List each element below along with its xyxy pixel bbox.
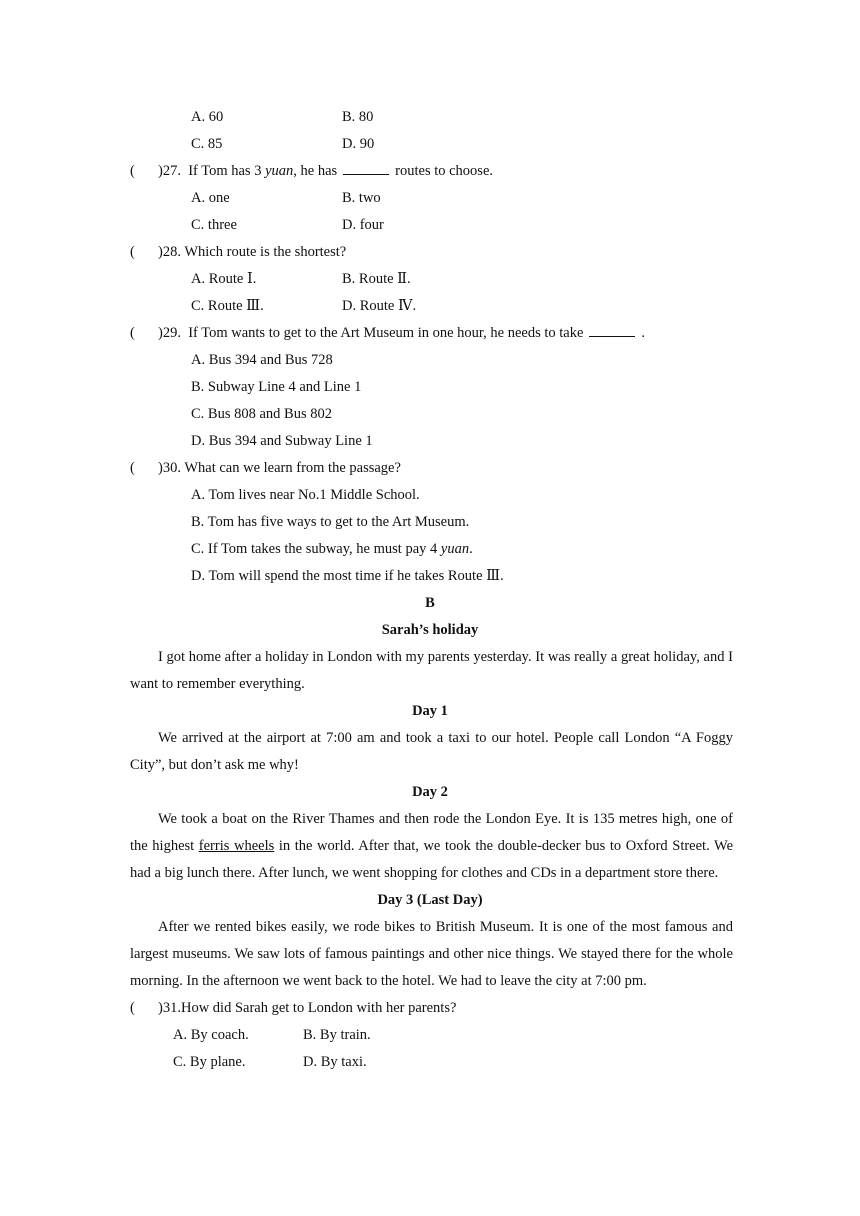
q29-option-d-row (0, 428, 860, 455)
question-30-text (158, 455, 401, 482)
answer-paren: ( (130, 325, 135, 341)
q31-option-d: D. By taxi. (303, 1054, 367, 1070)
answer-paren: ( (130, 244, 135, 260)
exam-page (0, 104, 860, 1076)
paragraph-text: in the world. After that, we took the double-decker bus to Oxford Street. We had a big lunch there. After lunch, we went shopping for clothes and CDs in a department store there. (130, 838, 733, 881)
q26-option-c: C. 85 (191, 136, 223, 152)
question-29 (0, 320, 860, 347)
question-29-text (158, 320, 645, 347)
q27-option-c: C. three (191, 217, 237, 233)
question-31 (0, 995, 860, 1022)
question-28-text (158, 239, 346, 266)
question-28 (0, 239, 860, 266)
q26-option-b: B. 80 (342, 109, 374, 125)
question-text: How did Sarah get to London with her parents? (180, 1000, 457, 1016)
day-1-paragraph: We arrived at the airport at 7:00 am and took a taxi to our hotel. People call London “A Foggy City”, but don’t ask me why! (130, 730, 733, 773)
q29-option-a: A. Bus 394 and Bus 728 (191, 352, 333, 368)
q30-option-a: A. Tom lives near No.1 Middle School. (191, 487, 420, 503)
q31-options-row-2 (0, 1049, 860, 1076)
q31-option-c: C. By plane. (173, 1054, 246, 1070)
question-text: routes to choose. (395, 163, 494, 179)
option-italic: yuan (440, 541, 470, 557)
day-3-paragraph: After we rented bikes easily, we rode bikes to British Museum. It is one of the most famous and largest museums. We saw lots of famous paintings and other nice things. We stayed there for the whole morning. In the afternoon we went back to the hotel. We had to leave the city at 7:00 pm. (130, 919, 733, 989)
answer-blank[interactable] (343, 159, 389, 175)
q26-option-d: D. 90 (342, 136, 375, 152)
q27-option-a: A. one (191, 190, 230, 206)
q26-option-a: A. 60 (191, 109, 224, 125)
day-2-paragraph (130, 806, 733, 887)
passage-title: Sarah’s holiday (381, 622, 479, 638)
q28-option-b: B. Route Ⅱ. (342, 271, 411, 287)
question-30 (0, 455, 860, 482)
q30-option-a-row (0, 482, 860, 509)
answer-paren: ( (130, 163, 135, 179)
q30-option-b: B. Tom has five ways to get to the Art Museum. (191, 514, 470, 530)
question-text: If Tom wants to get to the Art Museum in one hour, he needs to take (188, 325, 584, 341)
q27-option-d: D. four (342, 217, 384, 233)
option-text: C. If Tom takes the subway, he must pay 4 (191, 541, 441, 557)
q27-option-b: B. two (342, 190, 381, 206)
day-1-heading: Day 1 (412, 703, 448, 719)
question-italic: yuan (265, 163, 294, 179)
q26-options-row-1 (0, 104, 860, 131)
q31-option-a: A. By coach. (173, 1027, 249, 1043)
q28-option-d: D. Route Ⅳ. (342, 298, 417, 314)
question-27 (0, 158, 860, 185)
question-number: )29. (158, 325, 181, 341)
q28-option-c: C. Route Ⅲ. (191, 298, 264, 314)
paragraph-text: We took a boat on the River Thames and then rode the London Eye. It is 135 metres high, one of the highest (130, 811, 733, 854)
question-number: )30. (158, 460, 181, 476)
q29-option-c: C. Bus 808 and Bus 802 (191, 406, 332, 422)
option-text: . (469, 541, 473, 557)
q27-options-row-1 (0, 185, 860, 212)
answer-paren: ( (130, 460, 135, 476)
q30-option-d: D. Tom will spend the most time if he takes Route Ⅲ. (191, 568, 504, 584)
question-text: Which route is the shortest? (184, 244, 347, 260)
underlined-term: ferris wheels (198, 838, 275, 854)
q30-option-d-row (0, 563, 860, 590)
question-text: If Tom has 3 (188, 163, 266, 179)
day-2-heading: Day 2 (412, 784, 448, 800)
answer-blank[interactable] (589, 321, 635, 337)
question-number: )28. (158, 244, 181, 260)
q30-option-c (191, 536, 473, 563)
q29-option-a-row (0, 347, 860, 374)
question-text: . (641, 325, 646, 341)
q29-option-d: D. Bus 394 and Subway Line 1 (191, 433, 373, 449)
q30-option-b-row (0, 509, 860, 536)
day-3-heading: Day 3 (Last Day) (377, 892, 483, 908)
section-label: B (425, 595, 435, 611)
q28-options-row-1 (0, 266, 860, 293)
q28-option-a: A. Route Ⅰ. (191, 271, 257, 287)
q29-option-b: B. Subway Line 4 and Line 1 (191, 379, 362, 395)
q31-options-row-1 (0, 1022, 860, 1049)
question-27-text (158, 158, 493, 185)
q29-option-b-row (0, 374, 860, 401)
question-number: )31. (158, 1000, 181, 1016)
q27-options-row-2 (0, 212, 860, 239)
answer-paren: ( (130, 1000, 135, 1016)
question-text: , he has (293, 163, 338, 179)
question-text: What can we learn from the passage? (184, 460, 401, 476)
q28-options-row-2 (0, 293, 860, 320)
q31-option-b: B. By train. (303, 1027, 371, 1043)
q30-option-c-row (0, 536, 860, 563)
passage-intro: I got home after a holiday in London with my parents yesterday. It was really a great holiday, and I want to remember everything. (130, 649, 733, 692)
q29-option-c-row (0, 401, 860, 428)
question-31-text (158, 995, 456, 1022)
q26-options-row-2 (0, 131, 860, 158)
question-number: )27. (158, 163, 181, 179)
